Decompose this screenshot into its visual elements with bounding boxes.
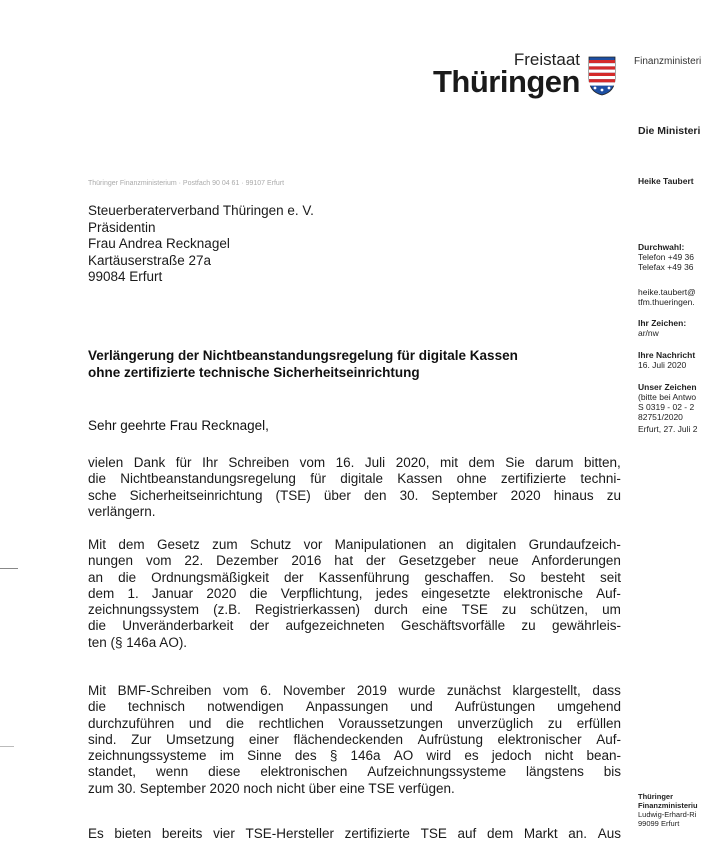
letter-date: Erfurt, 27. Juli 2 — [638, 424, 698, 434]
text-line: ten (§ 146a AO). — [88, 634, 188, 650]
footer-line: Finanzministeriu — [638, 801, 698, 810]
unser-zeichen-note: (bitte bei Antwo — [638, 392, 697, 402]
text-line: vielen Dank für Ihr Schreiben vom 16. Juli 2020, mit dem Sie darum bitten, — [88, 455, 621, 470]
recipient-line: Frau Andrea Recknagel — [88, 236, 230, 251]
ihre-nachricht-label: Ihre Nachricht — [638, 350, 696, 360]
header-ministry-label: Finanzministeri — [634, 56, 702, 67]
recipient-line: Steuerberaterverband Thüringen e. V. — [88, 203, 314, 218]
crest-icon — [588, 56, 616, 96]
fold-mark — [0, 568, 18, 569]
telefon: Telefon +49 36 — [638, 252, 695, 262]
text-line: zum 30. September 2020 noch nicht über eine TSE verfügen. — [88, 780, 455, 796]
recipient-address — [88, 203, 314, 286]
durchwahl-label: Durchwahl: — [638, 242, 685, 252]
recipient-line: Kartäuserstraße 27a — [88, 252, 212, 268]
text-line: die Nichtbeanstandungsregelung für digitale Kassen ohne zertifizierte techni- — [88, 471, 621, 487]
text-line: sche Sicherheitseinrichtung (TSE) über den 30. September 2020 hinaus zu — [88, 487, 621, 503]
text-line: an die Ordnungsmäßigkeit der Kassenführung geschaffen. So besteht seit — [88, 569, 621, 585]
unser-zeichen-value: S 0319 - 02 - 2 — [638, 402, 695, 412]
body-paragraph — [88, 683, 621, 797]
sender-return-line: Thüringer Finanzministerium · Postfach 90 04 61 · 99107 Erfurt — [88, 180, 285, 187]
text-line: zeichnungssystem (z.B. Registrierkassen) durch eine TSE zu schützen, um — [88, 602, 621, 618]
text-line: Es bieten bereits vier TSE-Hersteller zertifizierte TSE auf dem Markt an. Aus — [88, 826, 621, 841]
email-line: heike.taubert@ — [638, 287, 696, 297]
text-line: dem 1. Januar 2020 die Verpflichtung, jedes eingesetzte elektronische Auf- — [88, 585, 621, 601]
ihr-zeichen-label: Ihr Zeichen: — [638, 318, 687, 328]
footer-line: Thüringer — [638, 792, 673, 801]
text-line: standet, wenn diese elektronischen Aufzeichnungssysteme längstens bis — [88, 764, 621, 780]
text-line: verlängern. — [88, 503, 156, 519]
ihre-nachricht-value: 16. Juli 2020 — [638, 360, 687, 370]
salutation: Sehr geehrte Frau Recknagel, — [88, 418, 269, 433]
telefax: Telefax +49 36 — [638, 262, 694, 272]
fold-mark — [0, 746, 14, 747]
text-line: Mit dem Gesetz zum Schutz vor Manipulationen an digitalen Grundaufzeich- — [88, 537, 621, 552]
logo-freistaat: Freistaat — [513, 50, 580, 69]
body-paragraph — [88, 826, 621, 842]
unser-zeichen-label: Unser Zeichen — [638, 382, 697, 392]
footer-line: 99099 Erfurt — [638, 819, 680, 828]
email-line: tfm.thueringen. — [638, 297, 695, 307]
text-line: die Unveränderbarkeit der aufgezeichneten Geschäftsvorfälle zu gewährleis- — [88, 618, 621, 634]
unser-zeichen-value: 82751/2020 — [638, 412, 683, 422]
subject-line: Verlängerung der Nichtbeanstandungsregelung für digitale Kassen — [88, 348, 518, 363]
recipient-line: Präsidentin — [88, 219, 156, 235]
minister-title: Die Ministeri — [638, 125, 701, 137]
text-line: durchzuführen und die rechtlichen Voraussetzungen unverzüglich zu erfüllen — [88, 715, 621, 731]
text-line: nungen vom 22. Dezember 2016 hat der Gesetzgeber neue Anforderungen — [88, 553, 621, 569]
text-line: zeichnungssysteme im Sinne des § 146a AO wird es jedoch nicht bean- — [88, 748, 621, 764]
logo-thueringen: Thüringen — [432, 64, 580, 99]
text-line: die technisch notwendigen Anpassungen und Aufrüstungen umgehend — [88, 699, 621, 715]
ihr-zeichen-value: ar/nw — [638, 328, 659, 338]
subject-line: ohne zertifizierte technische Sicherheitseinrichtung — [88, 365, 420, 380]
footer-line: Ludwig-Erhard-Ri — [638, 810, 697, 819]
text-line: Mit BMF-Schreiben vom 6. November 2019 wurde zunächst klargestellt, dass — [88, 683, 621, 698]
recipient-line: 99084 Erfurt — [88, 269, 163, 284]
letter-subject — [88, 347, 608, 381]
body-paragraph — [88, 537, 621, 651]
body-paragraph — [88, 455, 621, 520]
text-line: sind. Zur Umsetzung einer flächendeckenden Aufrüstung elektronischer Auf- — [88, 731, 621, 747]
minister-name: Heike Taubert — [638, 176, 694, 186]
